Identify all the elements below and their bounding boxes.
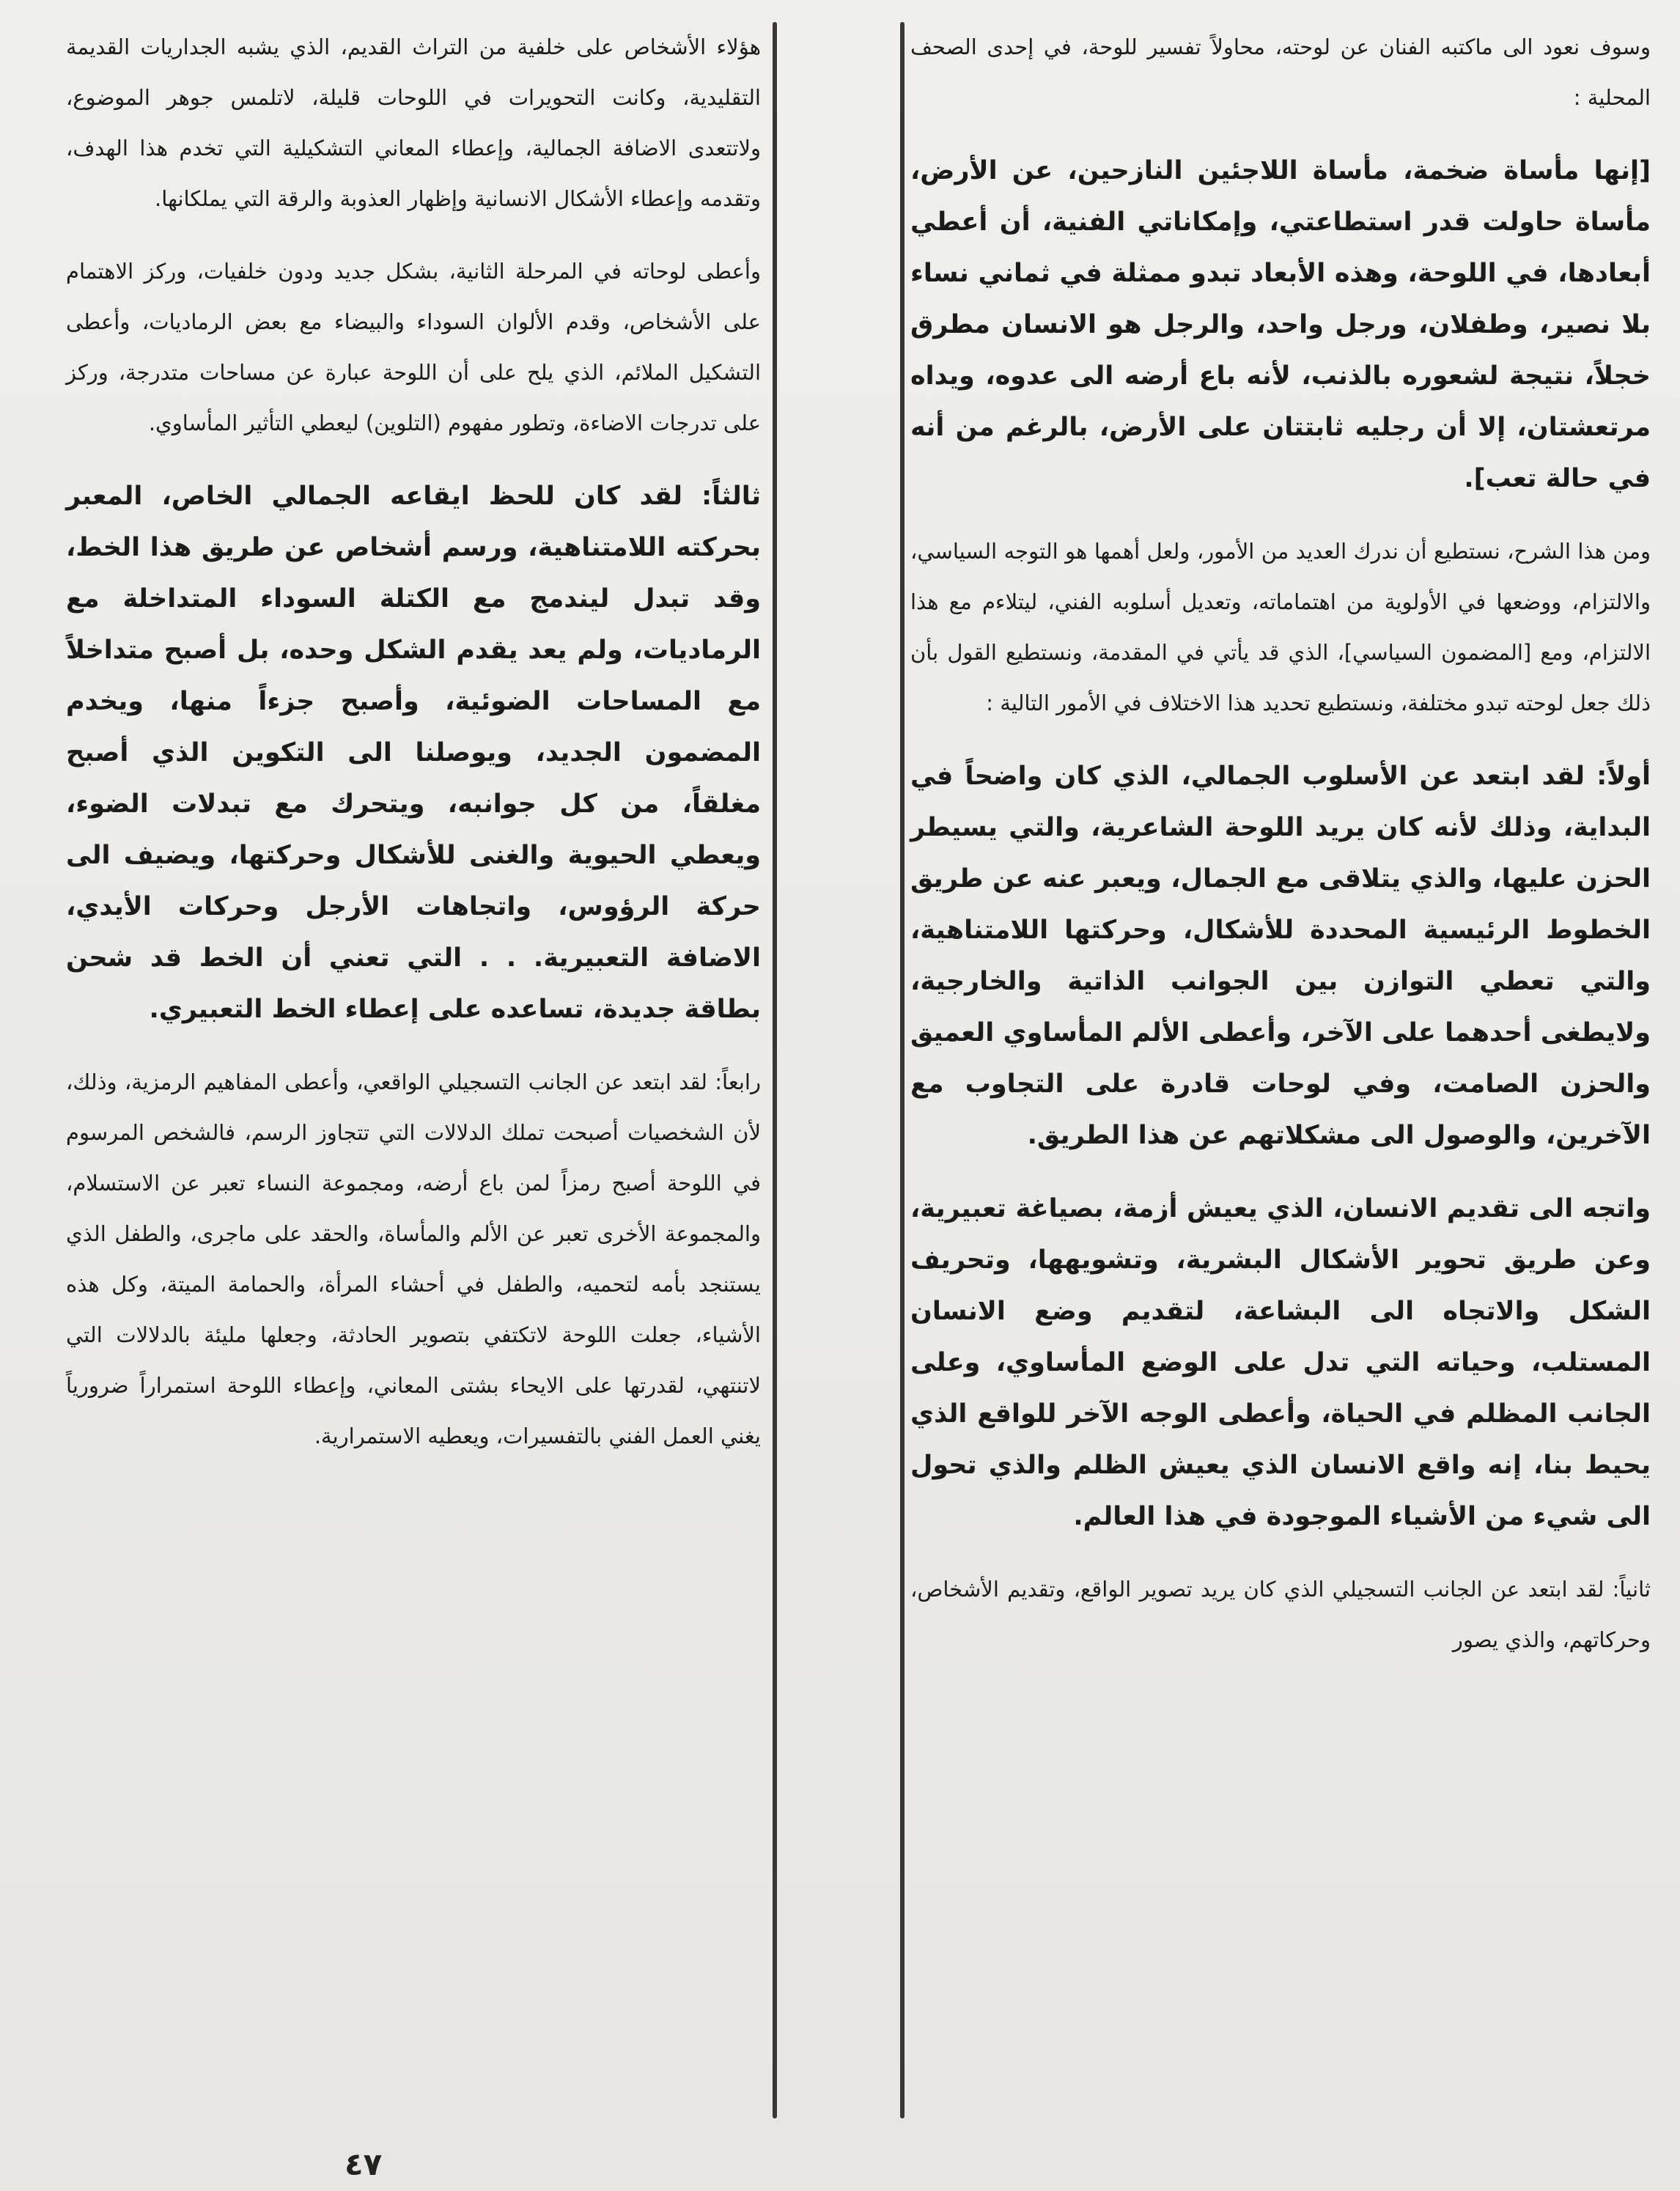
right-paragraph-4-body: لقد ابتعد عن الأسلوب الجمالي، الذي كان واضحاً في البداية، وذلك لأنه كان يريد اللوحة الشاعرية، والتي يسيطر الحزن عليها، والذي يتلاقى مع الجمال، ويعبر عنه عن طريق الخطوط الرئيسية المحددة للأشكال، وحركتها اللامتناهية، والتي تعطي التوازن بين الجوانب الذاتية والخارجية، ولايطغى أحدهما على الآخر، وأعطى الألم المأساوي العميق والحزن الصامت، وفي لوحات قادرة على التجاوب مع الآخرين، والوصول الى مشكلاتهم عن هذا الطريق. bbox=[910, 762, 1651, 1150]
column-divider-right bbox=[900, 22, 905, 2118]
right-paragraph-4-lead: أولاً: bbox=[1596, 762, 1651, 791]
right-paragraph-2-quote: [إنها مأساة ضخمة، مأساة اللاجئين النازحين، عن الأرض، مأساة حاولت قدر استطاعتي، وإمكاناتي الفنية، أن أعطي أبعادها، في اللوحة، وهذه الأبعاد تبدو ممثلة في ثماني نساء بلا نصير، وطفلان، ورجل واحد، والرجل هو الانسان مطرق خجلاً، نتيجة لشعوره بالذنب، لأنه باع أرضه الى عدوه، ويداه مرتعشتان، إلا أن رجليه ثابتتان على الأرض، بالرغم من أنه في حالة تعب]. bbox=[910, 156, 1651, 493]
left-paragraph-4: رابعاً: لقد ابتعد عن الجانب التسجيلي الواقعي، وأعطى المفاهيم الرمزية، وذلك، لأن الشخصيات أصبحت تملك الدلالات التي تتجاوز الرسم، فالشخص المرسوم في اللوحة أصبح رمزاً لمن باع أرضه، ومجموعة النساء تعبر عن الاستسلام، والمجموعة الأخرى تعبر عن الألم والمأساة، والحقد على ماجرى، والطفل الذي يستنجد بأمه لتحميه، والطفل في أحشاء المرأة، والحمامة الميتة، وكل هذه الأشياء، جعلت اللوحة لاتكتفي بتصوير الحادثة، وجعلها مليئة بالدلالات التي لاتنتهي، لقدرتها على الايحاء بشتى المعاني، وإعطاء اللوحة استمراراً ضرورياً يغني العمل الفني بالتفسيرات، ويعطيه الاستمرارية. bbox=[66, 1069, 761, 1448]
left-paragraph-3 bbox=[66, 471, 761, 1035]
page-number: ٤٧ bbox=[345, 2146, 383, 2182]
left-column bbox=[66, 22, 761, 1484]
right-paragraph-1: وسوف نعود الى ماكتبه الفنان عن لوحته، محاولاً تفسير للوحة، في إحدى الصحف المحلية : bbox=[910, 34, 1651, 110]
right-paragraph-4 bbox=[910, 751, 1651, 1161]
column-divider-left bbox=[773, 22, 777, 2118]
right-paragraph-5: واتجه الى تقديم الانسان، الذي يعيش أزمة، بصياغة تعبيرية، وعن طريق تحوير الأشكال البشرية، وتشويهها، وتحريف الشكل والاتجاه الى البشاعة، لتقديم وضع الانسان المستلب، وحياته التي تدل على الوضع المأساوي، وعلى الجانب المظلم في الحياة، وأعطى الوجه الآخر للواقع الذي يحيط بنا، إنه واقع الانسان الذي يعيش الظلم والذي تحول الى شيء من الأشياء الموجودة في هذا العالم. bbox=[910, 1194, 1651, 1531]
right-paragraph-6: ثانياً: لقد ابتعد عن الجانب التسجيلي الذي كان يريد تصوير الواقع، وتقديم الأشخاص، وحركاتهم، والذي يصور bbox=[910, 1577, 1651, 1652]
left-paragraph-3-body: لقد كان للحظ ايقاعه الجمالي الخاص، المعبر بحركته اللامتناهية، ورسم أشخاص عن طريق هذا الخط، وقد تبدل ليندمج مع الكتلة السوداء المتداخلة مع الرماديات، ولم يعد يقدم الشكل وحده، بل أصبح متداخلاً مع المساحات الضوئية، وأصبح جزءاً منها، ويخدم المضمون الجديد، ويوصلنا الى التكوين الذي أصبح مغلقاً، من كل جوانبه، ويتحرك مع تبدلات الضوء، ويعطي الحيوية والغنى للأشكال وحركتها، ويضيف الى حركة الرؤوس، واتجاهات الأرجل وحركات الأيدي، الاضافة التعبيرية. . . التي تعني أن الخط قد شحن بطاقة جديدة، تساعده على إعطاء الخط التعبيري. bbox=[66, 482, 761, 1024]
left-paragraph-2: وأعطى لوحاته في المرحلة الثانية، بشكل جديد ودون خلفيات، وركز الاهتمام على الأشخاص، وقدم الألوان السوداء والبيضاء مع بعض الرماديات، وأعطى التشكيل الملائم، الذي يلح على أن اللوحة عبارة عن مساحات متدرجة، وركز على تدرجات الاضاءة، وتطور مفهوم (التلوين) ليعطي التأثير المأساوي. bbox=[66, 259, 761, 435]
right-column bbox=[910, 22, 1651, 1687]
left-paragraph-3-lead: ثالثاً: bbox=[701, 482, 761, 511]
left-paragraph-1: هؤلاء الأشخاص على خلفية من التراث القديم، الذي يشبه الجداريات القديمة التقليدية، وكانت التحويرات في اللوحات قليلة، لاتلمس جوهر الموضوع، ولاتتعدى الاضافة الجمالية، وإعطاء المعاني التشكيلية التي تخدم هذا الهدف، وتقدمه وإعطاء الأشكال الانسانية وإظهار العذوبة والرقة التي يملكانها. bbox=[66, 34, 761, 211]
right-paragraph-3: ومن هذا الشرح، نستطيع أن ندرك العديد من الأمور، ولعل أهمها هو التوجه السياسي، والالتزام، ووضعها في الأولوية من اهتماماته، وتعديل أسلوبه الفني، ليتلاءم مع هذا الالتزام، ومع [المضمون السياسي]، الذي قد يأتي في المقدمة، ونستطيع القول بأن ذلك جعل لوحته تبدو مختلفة، ونستطيع تحديد هذا الاختلاف في الأمور التالية : bbox=[910, 539, 1651, 715]
